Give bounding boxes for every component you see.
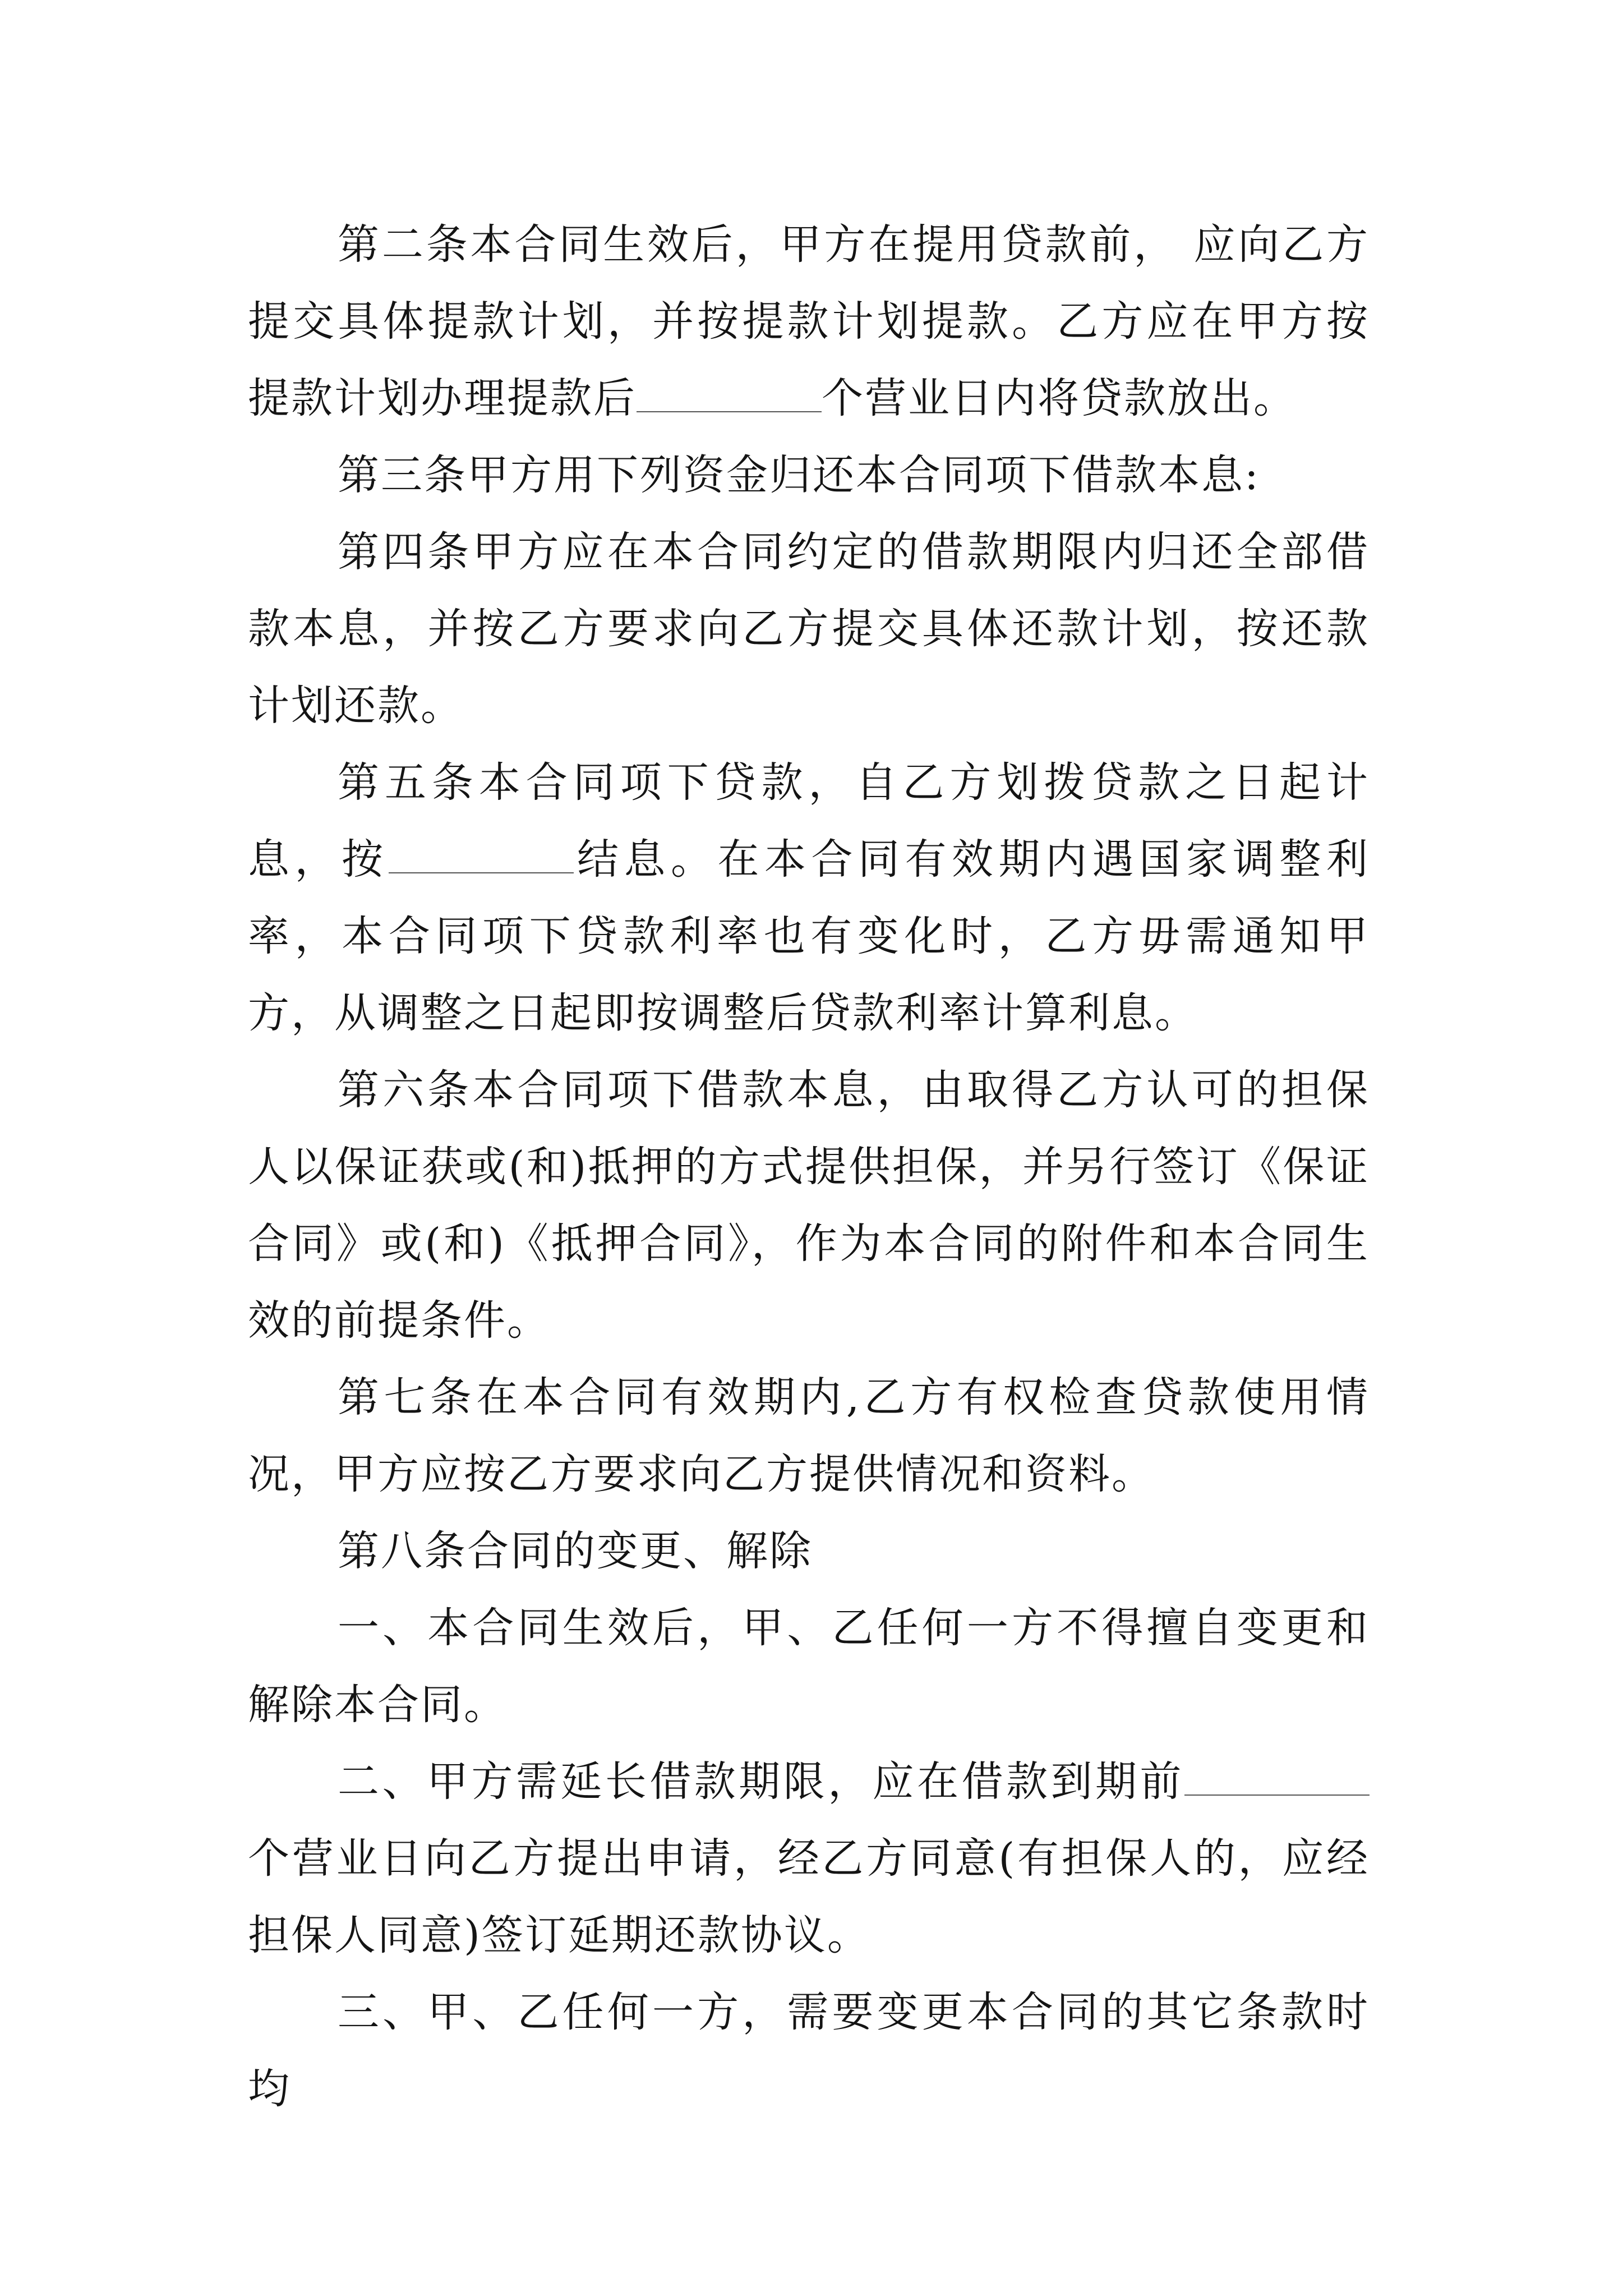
- fill-in-blank: [1184, 1761, 1370, 1796]
- fill-in-blank: [389, 839, 574, 873]
- paragraph-article-7: 第七条在本合同有效期内,乙方有权检查贷款使用情况，甲方应按乙方要求向乙方提供情况和资料。: [248, 1373, 1370, 1498]
- paragraph-clause-1: 一、本合同生效后，甲、乙任何一方不得擅自变更和解除本合同。: [248, 1604, 1370, 1729]
- fill-in-blank: [637, 378, 822, 412]
- paragraph-clause-3: 三、甲、乙任何一方，需要变更本合同的其它条款时均: [248, 1988, 1370, 2113]
- paragraph-text: 第二条本合同生效后，甲方在提用贷款前， 应向乙方提交具体提款计划，并按提款计划提款。乙方应在甲方按提款计划办理提款后: [248, 220, 1370, 422]
- paragraph-article-8-heading: 第八条合同的变更、解除: [338, 1527, 813, 1575]
- paragraph-text: 个营业日内将贷款放出。: [822, 374, 1297, 422]
- paragraph-article-3: 第三条甲方用下列资金归还本合同项下借款本息:: [338, 451, 1260, 499]
- paragraph-text: 第五条本合同项下贷款，自乙方划拨贷款之日起计息，按: [248, 758, 1370, 884]
- paragraph-article-4: 第四条甲方应在本合同约定的借款期限内归还全部借款本息，并按乙方要求向乙方提交具体还款计划，按还款计划还款。: [248, 528, 1370, 730]
- paragraph-article-2: [248, 206, 1370, 437]
- paragraph-article-5: [248, 744, 1370, 1052]
- paragraph-text: 二、甲方需延长借款期限，应在借款到期前: [338, 1757, 1184, 1806]
- paragraph-article-6: 第六条本合同项下借款本息，由取得乙方认可的担保人以保证获或(和)抵押的方式提供担保，并另行签订《保证合同》或(和)《抵押合同》，作为本合同的附件和本合同生效的前提条件。: [248, 1066, 1370, 1345]
- paragraph-clause-2: [248, 1743, 1370, 1974]
- paragraph-text: 结息。在本合同有效期内遇国家调整利率，本合同项下贷款利率也有变化时，乙方毋需通知甲方，从调整之日起即按调整后贷款利率计算利息。: [248, 835, 1370, 1037]
- document-body: [248, 206, 1370, 2128]
- paragraph-text: 个营业日向乙方提出申请，经乙方同意(有担保人的，应经担保人同意)签订延期还款协议。: [248, 1834, 1370, 1959]
